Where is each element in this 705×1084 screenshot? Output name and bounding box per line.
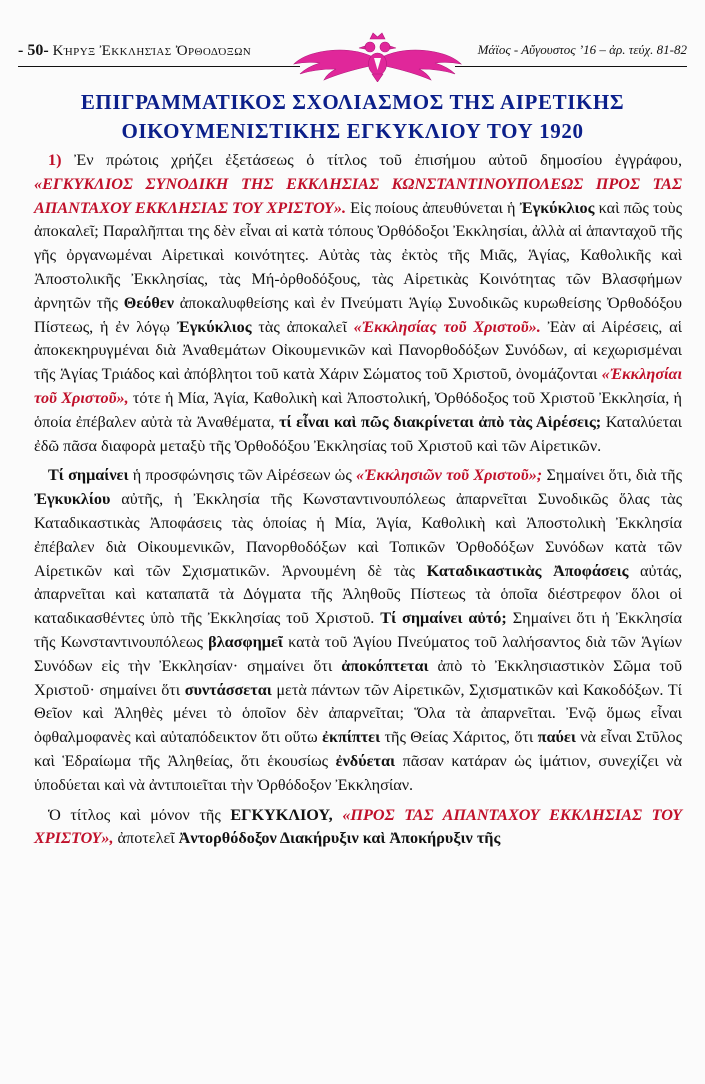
text-run: Σημαίνει ὅτι ἡ Ἐκκλησία τῆς Κωνσταντινουπόλεως: [34, 609, 683, 651]
bold-term: Καταδικαστικὰς Ἀποφάσεις: [426, 561, 629, 580]
bold-term: Θεόθεν: [123, 293, 174, 312]
text-run: Εἰς ποίους ἀπευθύνεται ἡ: [346, 198, 520, 217]
bold-term: ἐνδύεται: [335, 751, 396, 770]
paragraph-number: 1): [48, 151, 62, 169]
bold-term: ἀποκόπτεται: [341, 656, 429, 675]
bold-term: συντάσσεται: [184, 680, 272, 699]
paragraph-2: [34, 464, 682, 797]
text-run: τὰς ἀποκαλεῖ: [251, 317, 354, 336]
paragraph-3: [34, 804, 682, 852]
article-body: [34, 149, 682, 851]
issue-info: Μάϊος - Αὔγουστος ’16 – ἀρ. τεύχ. 81-82: [477, 42, 687, 57]
running-header: [18, 30, 687, 78]
bold-term: παύει: [537, 728, 576, 747]
article-title-line-1: ΕΠΙΓΡΑΜΜΑΤΙΚΟΣ ΣΧΟΛΙΑΣΜΟΣ ΤΗΣ ΑΙΡΕΤΙΚΗΣ: [80, 90, 625, 114]
quoted-phrase: «Ἐκκλησίαι τοῦ Χριστοῦ»,: [34, 365, 682, 407]
text-run: Σημαίνει ὅτι, διὰ τῆς: [542, 466, 683, 485]
bold-term: Ἐγκυκλίου: [34, 490, 111, 509]
bold-term: ΕΓΚΥΚΛΙΟΥ,: [230, 805, 333, 824]
journal-title: Κήρυξ Ἐκκλησίας Ὀρθοδόξων: [52, 43, 252, 59]
bold-term: ἐκπίπτει: [322, 728, 381, 747]
quoted-title: «ΠΡΟΣ ΤΑΣ ΑΠΑΝΤΑΧΟΥ ΕΚΚΛΗΣΙΑΣ ΤΟΥ ΧΡΙΣΤΟΥ»,: [34, 805, 683, 848]
bold-question: Τί σημαίνει αὐτό;: [380, 609, 507, 628]
paragraph-1: [34, 149, 682, 458]
bold-term: Ἐγκύκλιος: [176, 317, 252, 336]
article-title-line-2: ΟΙΚΟΥΜΕΝΙΣΤΙΚΗΣ ΕΓΚΥΚΛΙΟΥ ΤΟΥ 1920: [121, 119, 584, 143]
quoted-phrase: «Ἐκκλησίας τοῦ Χριστοῦ».: [353, 317, 541, 336]
bold-term: Ἀντορθόδοξον Διακήρυξιν καὶ Ἀποκήρυξιν τῆς: [178, 829, 501, 848]
bold-question: Τί σημαίνει: [48, 466, 129, 485]
text-run: τῆς Θείας Χάριτος, ὅτι: [380, 728, 538, 747]
double-headed-eagle-emblem-icon: [290, 30, 465, 82]
bold-term: βλασφημεῖ: [208, 632, 283, 651]
text-run: ἡ προσφώνησις τῶν Αἱρέσεων ὡς: [128, 466, 357, 485]
text-run: ἀποκαλυφθείσης καὶ ἐν Πνεύματι Ἁγίῳ Συνοδικῶς κυρωθείσης Ὀρθοδόξου Πίστεως, ἡ ἐν λόγῳ: [34, 293, 683, 336]
article-title: [20, 88, 685, 146]
text-run: αὐτῆς, ἡ Ἐκκλησία τῆς Κωνσταντινουπόλεως ἀπαρνεῖται Συνοδικῶς ὅλας τὰς Καταδικαστικὰς Ἀποφάσεις τὰς ὁποίας ἡ Μία, Ἁγία, Καθολικὴ καὶ Ἀποστολικὴ Ἐκκλησία ἐπέβαλεν διὰ Οἰκουμενικῶν, Πανορθοδόξων καὶ Τοπικῶν Ὀρθοδόξων Συνόδων κατὰ τῶν Αἱρετικῶν καὶ τῶν Σχισματικῶν. Ἀρνουμένη δὲ τὰς: [34, 490, 682, 580]
quoted-title: «ΕΓΚΥΚΛΙΟΣ ΣΥΝΟΔΙΚΗ ΤΗΣ ΕΚΚΛΗΣΙΑΣ ΚΩΝΣΤΑΝΤΙΝΟΥΠΟΛΕΩΣ ΠΡΟΣ ΤΑΣ ΑΠΑΝΤΑΧΟΥ ΕΚΚΛΗΣΙΑΣ ΤΟΥ ΧΡΙΣΤΟΥ».: [34, 174, 682, 217]
text-run: μετὰ πάντων τῶν Αἱρετικῶν, Σχισματικῶν καὶ Κακοδόξων. Τί Θεῖον καὶ Ἀληθὲς μένει τὸ ὁποῖον δὲν ἀπαρνεῖται; Ὅλα τὰ ἀπαρνεῖται. Ἐνῷ ὅμως εἶναι ὀφθαλμοφανὲς καὶ αὐταπόδεικτον ὅτι οὕτω: [34, 680, 682, 747]
text-run: κατὰ τοῦ Ἁγίου Πνεύματος τοῦ λαλήσαντος διὰ τῶν Ἁγίων Συνόδων εἰς τὴν Ἐκκλησίαν· σημαίνει ὅτι: [34, 632, 682, 675]
text-run: Καταλύεται ἐδῶ πᾶσα διαφορὰ μεταξὺ τῆς Ὀρθοδόξου Ἐκκλησίας τοῦ Χριστοῦ καὶ τῶν Αἱρετικῶν.: [34, 412, 682, 455]
text-run: τότε ἡ Μία, Ἁγία, Καθολικὴ καὶ Ἀποστολική, Ὀρθόδοξος τοῦ Χριστοῦ Ἐκκλησία, ἡ ὁποία ἐπέβαλεν αὐτὰ τὰ Ἀναθέματα,: [34, 388, 682, 431]
text-run: νὰ εἶναι Στῦλος καὶ Ἑδραίωμα τῆς Ἀληθείας, ὅτι ἑκουσίως: [34, 728, 682, 770]
text-run: Ἐὰν αἱ Αἱρέσεις, αἱ ἀποκεκηρυγμέναι διὰ Ἀναθεμάτων Οἰκουμενικῶν καὶ Πανορθοδόξων Συνόδων, αἱ κεχωρισμέναι τῆς Ἁγίας Τριάδος καὶ ἀπόβλητοι τοῦ κατὰ Χάριν Σώματος τοῦ Χριστοῦ, ὀνομάζονται: [34, 317, 682, 384]
bold-term: Ἐγκύκλιος: [519, 198, 595, 217]
text-run: Ἐν πρώτοις χρήζει ἐξετάσεως ὁ τίτλος τοῦ ἐπισήμου αὐτοῦ δημοσίου ἐγγράφου,: [61, 151, 682, 169]
text-run: αὐτάς, ἀπαρνεῖται καὶ καταπατᾶ τὰ Δόγματα τῆς Ἀληθοῦς Πίστεως τὰ ὁποῖα διέστρεφον ὅλοι οἱ καταδικασθέντες ὑπὸ τῆς Ἐκκλησίας τοῦ Χριστοῦ.: [34, 561, 682, 628]
text-run: [333, 806, 343, 824]
bold-question: τί εἶναι καὶ πῶς διακρίνεται ἀπὸ τὰς Αἱρέσεις;: [279, 412, 602, 431]
text-run: ἀποτελεῖ: [113, 829, 179, 848]
text-run: ἀπὸ τὸ Ἐκκλησιαστικὸν Σῶμα τοῦ Χριστοῦ· σημαίνει ὅτι: [34, 656, 682, 699]
quoted-phrase: «Ἐκκλησιῶν τοῦ Χριστοῦ»;: [356, 466, 543, 485]
text-run: Ὁ τίτλος καὶ μόνον τῆς: [48, 805, 231, 824]
page-number: - 50-: [18, 42, 49, 59]
text-run: καὶ πῶς τοὺς ἀποκαλεῖ; Παραλῆπται της δὲν εἶναι αἱ κατὰ τόπους Ὀρθόδοξοι Ἐκκλησίαι, ἀλλὰ αἱ ἁπανταχοῦ τῆς γῆς ὀργανωμέναι Αἱρετικαὶ κοινότητες. Αὐτὰς τὰς ἐκτὸς τῆς Μιᾶς, Ἁγίας, Καθολικῆς καὶ Ἀποστολικῆς Ἐκκλησίας, τὰς Μή-ὀρθοδόξους, τὰς Αἱρετικὰς Κοινότητας τῶν Βλασφήμων ἀρνητῶν τῆς: [34, 198, 682, 312]
text-run: πᾶσαν κατάραν ὡς ἱμάτιον, συνεχίζει νὰ ὑποδύεται καὶ νὰ ἀντιποιεῖται τὴν Ὀρθόδοξον Ἐκκλησίαν.: [34, 751, 682, 794]
header-left: [18, 42, 251, 60]
